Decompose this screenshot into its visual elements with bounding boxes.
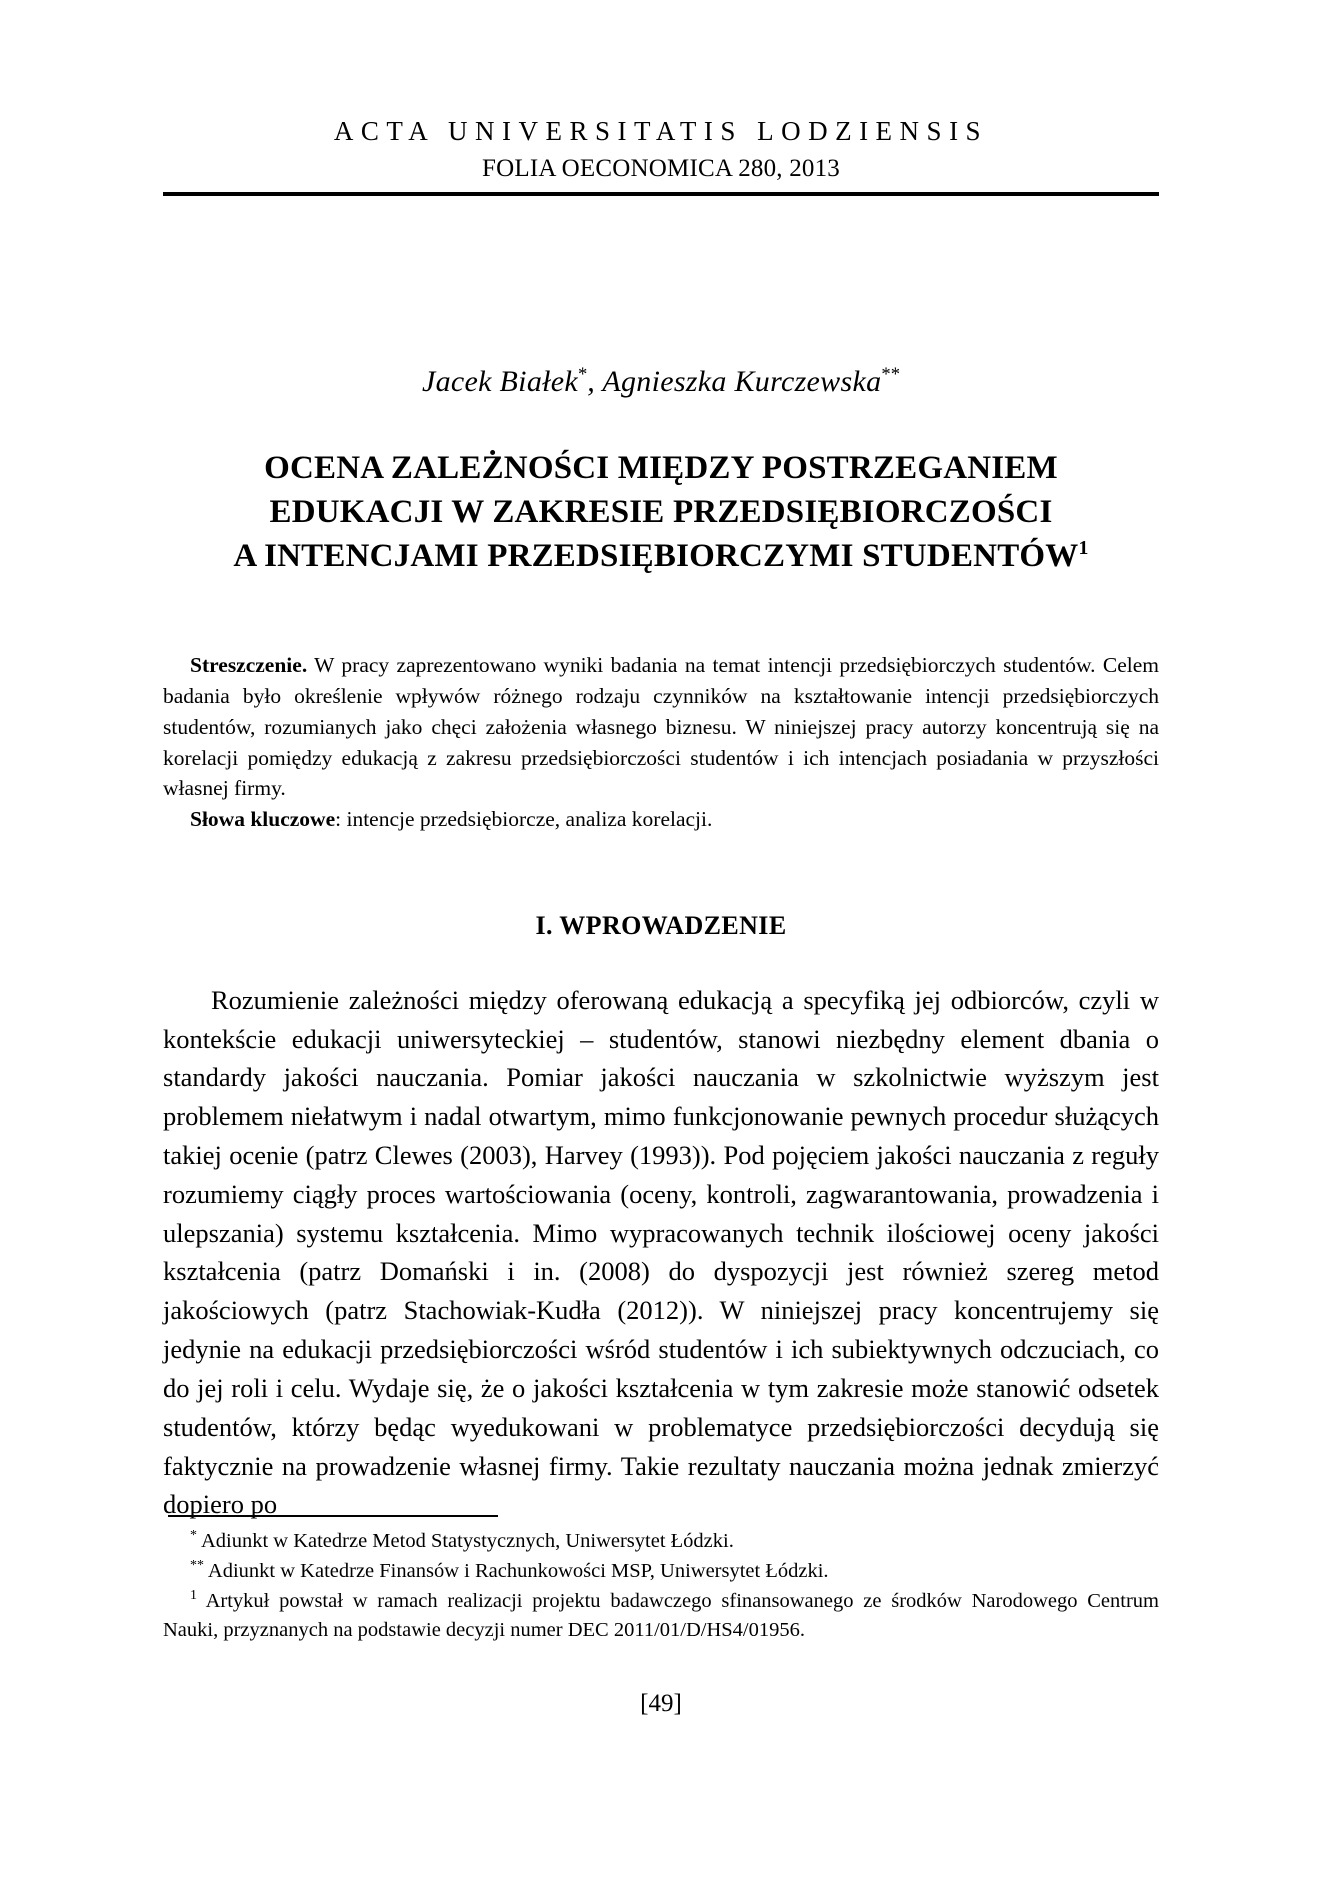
footnote-area [163, 1515, 1159, 1645]
body-paragraph-1: Rozumienie zależności między oferowaną edukacją a specyfiką jej odbiorców, czyli w kontekście edukacji uniwersyteckiej – studentów, stanowi niezbędny element dbania o standardy jakości nauczania. Pomiar jakości nauczania w szkolnictwie wyższym jest problemem niełatwym i nadal otwartym, mimo funkcjonowanie pewnych procedur służących takiej ocenie (patrz Clewes (2003), Harvey (1993)). Pod pojęciem jakości nauczania z reguły rozumiemy ciągły proces wartościowania (oceny, kontroli, zagwarantowania, prowadzenia i ulepszania) systemu kształcenia. Mimo wypracowanych technik ilościowej oceny jakości kształcenia (patrz Domański i in. (2008) do dyspozycji jest również szereg metod jakościowych (patrz Stachowiak-Kudła (2012)). W niniejszej pracy koncentrujemy się jedynie na edukacji przedsiębiorczości wśród studentów i ich subiektywnych odczuciach, co do jej roli i celu. Wydaje się, że o jakości kształcenia w tym zakresie może stanowić odsetek studentów, którzy będąc wyedukowani w problematyce przedsiębiorczości decydują się faktycznie na prowadzenie własnej firmy. Takie rezultaty nauczania można jednak zmierzyć dopiero po [163, 984, 1159, 1520]
author-separator: , [587, 364, 603, 398]
section-heading-introduction: I. WPROWADZENIE [535, 910, 787, 940]
title-line-2: EDUKACJI W ZAKRESIE PRZEDSIĘBIORCZOŚCI [269, 493, 1053, 530]
page-number: [49] [640, 1690, 682, 1717]
title-footnote-mark: 1 [1078, 536, 1089, 559]
footnote-divider [168, 1515, 498, 1517]
author-name-first: Jacek Białek [422, 364, 578, 398]
footnote-item-2 [163, 1556, 1159, 1586]
abstract-label: Streszczenie. [190, 653, 308, 678]
title-line-3-text: A INTENCJAMI PRZEDSIĘBIORCZYMI STUDENTÓW [233, 537, 1079, 574]
footnote-text-1: Adiunkt w Katedrze Metod Statystycznych, Uniwersytet Łódzki. [196, 1529, 734, 1552]
author-footnote-mark-second: ** [881, 363, 900, 385]
title-line-3 [163, 535, 1159, 579]
journal-title: ACTA UNIVERSITATIS LODZIENSIS [333, 116, 989, 146]
author-line [163, 364, 1159, 399]
page-content [163, 0, 1159, 1524]
abstract-paragraph [163, 650, 1159, 804]
journal-subtitle: FOLIA OECONOMICA 280, 2013 [482, 154, 840, 182]
abstract-text: W pracy zaprezentowano wyniki badania na temat intencji przedsiębiorczych studentów. Celem badania było określenie wpływów różnego rodzaju czynników na kształtowanie intencji przedsiębiorczych studentów, rozumianych jako chęci założenia własnego biznesu. W niniejszej pracy autorzy koncentrują się na korelacji pomiędzy edukacją z zakresu przedsiębiorczości studentów i ich intencjach posiadania w przyszłości własnej firmy. [163, 653, 1159, 801]
page-title [163, 447, 1159, 579]
footnote-text-2: Adiunkt w Katedrze Finansów i Rachunkowości MSP, Uniwersytet Łódzki. [203, 1559, 829, 1582]
footnote-list [163, 1526, 1159, 1645]
keywords-paragraph [163, 804, 1159, 835]
title-line-1: OCENA ZALEŻNOŚCI MIĘDZY POSTRZEGANIEM [264, 449, 1058, 486]
body-text [163, 981, 1159, 1524]
footnote-mark-3: 1 [190, 1587, 197, 1603]
author-name-second: Agnieszka Kurczewska [602, 364, 882, 398]
footnote-mark-1: * [190, 1528, 197, 1543]
footnote-item-1 [163, 1526, 1159, 1556]
author-footnote-mark-first: * [578, 363, 588, 385]
footnote-item-3 [163, 1586, 1159, 1645]
journal-header [163, 115, 1159, 196]
footnote-mark-2: ** [190, 1557, 204, 1573]
header-divider [163, 192, 1159, 196]
keywords-text: : intencje przedsiębiorcze, analiza korelacji. [335, 807, 713, 832]
keywords-label: Słowa kluczowe [190, 807, 336, 832]
abstract-block [163, 650, 1159, 834]
footnote-text-3: Artykuł powstał w ramach realizacji projektu badawczego sfinansowanego ze środków Narodowego Centrum Nauki, przyznanych na podstawie decyzji numer DEC 2011/01/D/HS4/01956. [163, 1589, 1159, 1641]
